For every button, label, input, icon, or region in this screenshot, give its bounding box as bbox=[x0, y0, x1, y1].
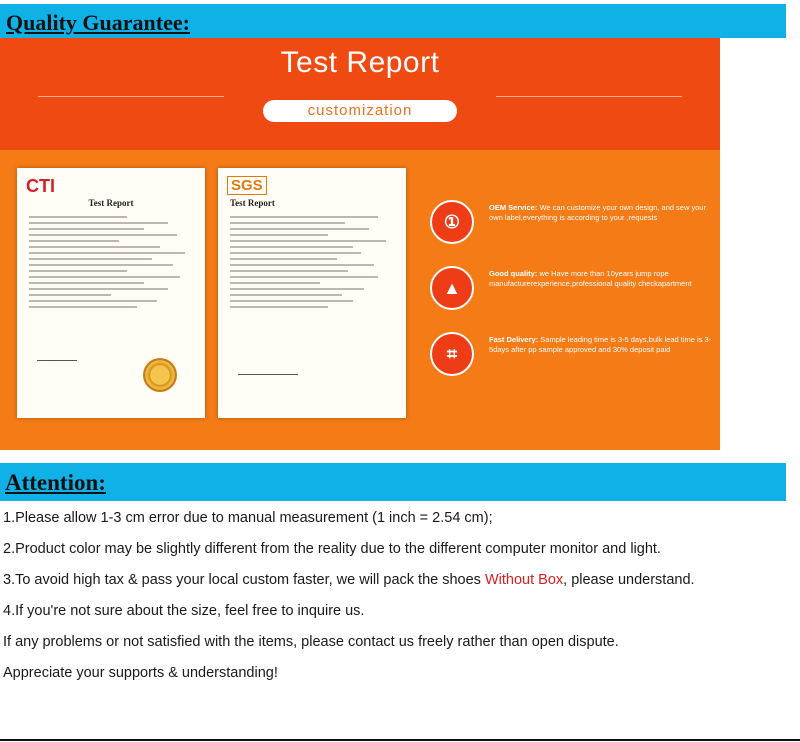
cti-test-report-document bbox=[17, 168, 205, 418]
feature-quality-text: we Have more than 10years jump rope manufacturerexperience,professional quality checkapartment bbox=[489, 269, 692, 288]
feature-delivery-text: Sample leading time is 3-5 days,bulk lead time is 3-5days after pp sample approved and 30% deposit paid bbox=[489, 335, 712, 354]
without-box-highlight: Without Box bbox=[484, 572, 564, 588]
attention-title: Attention: bbox=[5, 470, 106, 495]
cti-report-body bbox=[29, 216, 193, 312]
feature-oem-text: We can customize your own design, and sew your own label,everything is according to your ,requests bbox=[489, 203, 707, 222]
customization-pill: customization bbox=[263, 100, 457, 122]
attention-line-3 bbox=[3, 572, 695, 588]
sgs-report-heading: Test Report bbox=[230, 198, 275, 208]
award-icon: ① bbox=[430, 200, 474, 244]
attention-line-5: If any problems or not satisfied with the items, please contact us freely rather than open dispute. bbox=[3, 634, 619, 650]
rocket-icon: ▲ bbox=[430, 266, 474, 310]
bottom-divider bbox=[0, 739, 800, 741]
sgs-signature bbox=[238, 364, 298, 375]
title-rule-left bbox=[38, 96, 224, 97]
cti-seal bbox=[143, 358, 177, 392]
sgs-logo: SGS bbox=[227, 176, 267, 195]
attention-line-4: 4.If you're not sure about the size, feel free to inquire us. bbox=[3, 603, 365, 619]
attention-line-3-start: 3.To avoid high tax & pass your local custom faster, we will pack the shoes bbox=[3, 572, 485, 588]
attention-line-3-end: , please understand. bbox=[563, 572, 695, 588]
crop-icon: ⌗ bbox=[430, 332, 474, 376]
test-report-banner bbox=[0, 38, 720, 450]
feature-quality-title: Good quality: bbox=[489, 269, 538, 278]
sgs-report-body bbox=[230, 216, 394, 312]
attention-header bbox=[0, 463, 786, 501]
cti-logo: CTI bbox=[26, 176, 55, 196]
feature-delivery-title: Fast Delivery: bbox=[489, 335, 539, 344]
cti-signature bbox=[37, 350, 77, 361]
title-rule-right bbox=[496, 96, 682, 97]
cti-report-heading: Test Report bbox=[88, 198, 134, 208]
feature-oem-title: OEM Service: bbox=[489, 203, 538, 212]
attention-line-1: 1.Please allow 1-3 cm error due to manual measurement (1 inch = 2.54 cm); bbox=[3, 510, 493, 526]
sgs-test-report-document bbox=[218, 168, 406, 418]
quality-guarantee-title: Quality Guarantee: bbox=[6, 10, 190, 35]
banner-wave bbox=[0, 142, 720, 154]
banner-title: Test Report bbox=[280, 46, 440, 79]
quality-guarantee-header bbox=[0, 4, 786, 38]
attention-line-2: 2.Product color may be slightly different from the reality due to the different computer monitor and light. bbox=[3, 541, 661, 557]
attention-line-6: Appreciate your supports & understanding! bbox=[3, 665, 278, 681]
